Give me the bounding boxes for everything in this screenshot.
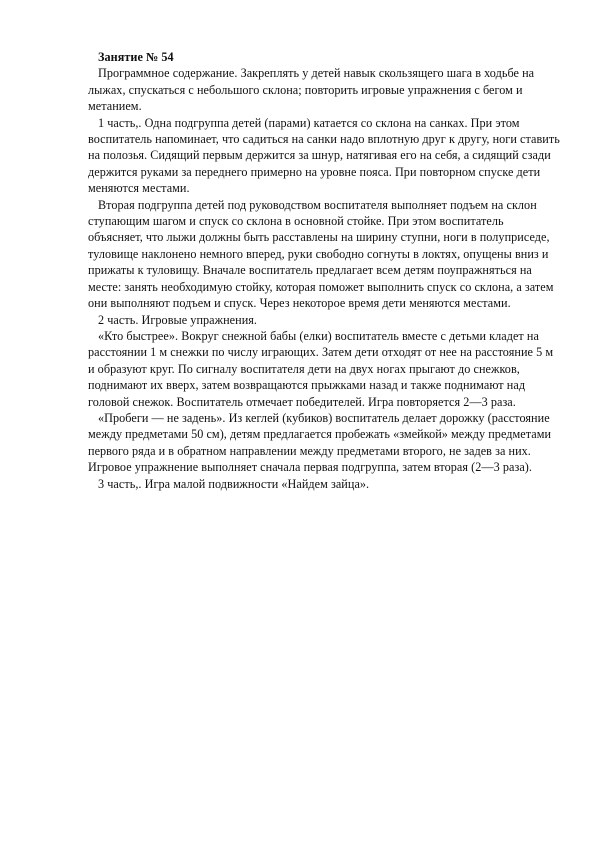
document-body: [88, 49, 560, 492]
paragraph-game-run-dont-touch: «Пробеги — не задень». Из кеглей (кубиков) воспитатель делает дорожку (расстояние между предметами 50 см), детям предлагается пробежать «змейкой» между предметами первого ряда и в обратном направлении между предметами второго, не задев за них. Игровое упражнение выполняет сначала первая подгруппа, затем вторая (2—3 раза).: [88, 410, 552, 475]
paragraph-part-1-sledding: 1 часть,. Одна подгруппа детей (парами) катается со склона на санках. При этом воспитатель напоминает, что садиться на санки надо вплотную друг к другу, ноги ставить на полозья. Сидящий первым держится за шнур, натягивая его на себя, а сидящий сзади держится руками за переднего примерно на уровне пояса. При повторном спуске дети меняются местами.: [88, 115, 560, 196]
paragraph-program-content: Программное содержание. Закреплять у детей навык скользящего шага в ходьбе на лыжах, спускаться с небольшого склона; повторить игровые упражнения с бегом и метанием.: [88, 66, 535, 114]
lesson-title: Занятие № 54: [98, 50, 174, 64]
paragraph-part-3: 3 часть,. Игра малой подвижности «Найдем зайца».: [98, 476, 370, 491]
paragraph-part-1-skiing: Вторая подгруппа детей под руководством воспитателя выполняет подъем на склон ступающим шагом и спуск со склона в основной стойке. При этом воспитатель объясняет, что лыжи должны быть расставлены на ширину ступни, ноги в полуприседе, туловище наклонено немного вперед, руки свободно согнуты в локтях, опущены вниз и прижаты к туловищу. Вначале воспитатель предлагает всем детям поупражняться на месте: занять необходимую стойку, которая поможет выполнить спуск со склона, а затем они выполняют подъем и спуск. Через некоторое время дети меняются местами.: [88, 197, 554, 311]
paragraph-part-2-heading: 2 часть. Игровые упражнения.: [98, 312, 258, 327]
paragraph-game-who-faster: «Кто быстрее». Вокруг снежной бабы (елки) воспитатель вместе с детьми кладет на расстоянии 1 м снежки по числу играющих. Затем дети отходят от нее на расстояние 5 м и образуют круг. По сигналу воспитателя дети на двух ногах прыгают до снежков, поднимают их вверх, затем возвращаются прыжками назад и также поднимают над головой снежок. Воспитатель отмечает победителей. Игра повторяется 2—3 раза.: [88, 328, 554, 409]
